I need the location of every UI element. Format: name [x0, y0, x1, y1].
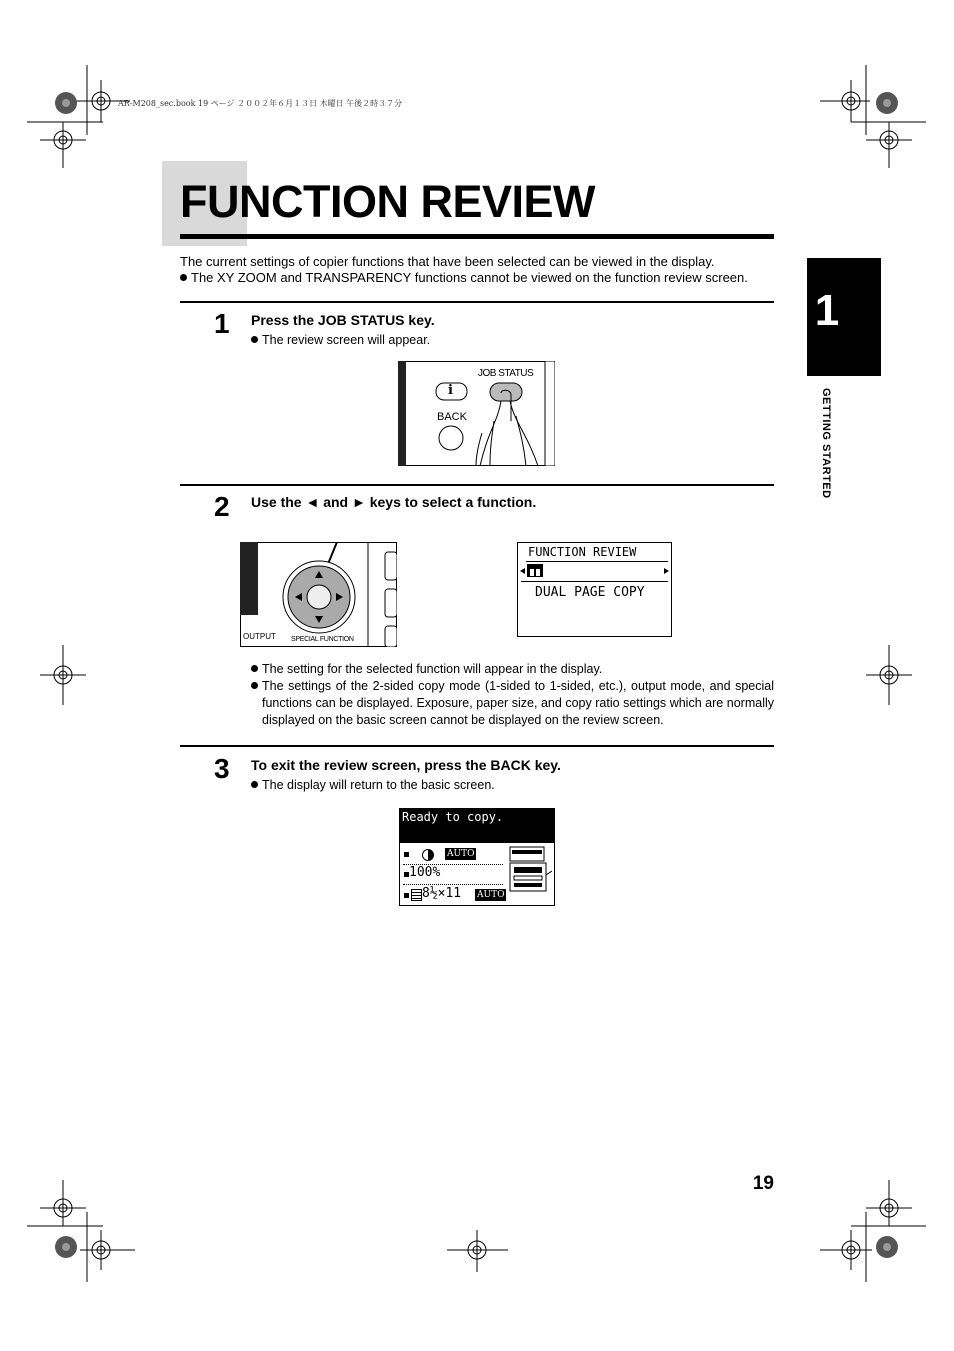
step-3-heading: To exit the review screen, press the BACK key. — [251, 757, 561, 773]
lcd-left-arrow-icon — [520, 568, 525, 574]
exposure-row-marker — [404, 852, 409, 857]
exposure-contrast-icon — [422, 849, 434, 861]
step-3-rule — [180, 745, 774, 747]
paper-tray-icon — [411, 889, 422, 901]
step-2-rule — [180, 484, 774, 486]
arrow-keys-panel-illustration — [240, 542, 397, 647]
step-1-rule — [180, 301, 774, 303]
special-function-key-label: SPECIAL FUNCTION — [291, 636, 354, 643]
step-1-heading: Press the JOB STATUS key. — [251, 312, 435, 328]
step-3-number: 3 — [214, 753, 230, 784]
step-3-bullets — [251, 777, 774, 794]
exposure-auto-badge: AUTO — [447, 849, 475, 859]
step-2-heading: Use the ◄ and ► keys to select a function. — [251, 494, 537, 510]
dual-page-copy-icon — [527, 564, 543, 577]
step-1-bullets — [251, 332, 774, 349]
back-key-label: BACK — [437, 411, 467, 423]
paper-size: 8½×11 — [422, 886, 462, 901]
intro-line-1: The current settings of copier functions that have been selected can be viewed in the display. — [180, 254, 715, 269]
bullet-icon — [251, 665, 258, 672]
basic-screen-lcd — [399, 808, 555, 906]
intro — [180, 254, 748, 286]
copier-icon — [508, 845, 552, 893]
step-2-number: 2 — [214, 491, 230, 522]
bullet-icon — [251, 781, 258, 788]
chapter-number: 1 — [814, 286, 840, 335]
title-rule — [180, 234, 774, 239]
bullet-icon — [180, 274, 187, 281]
job-status-key-label: JOB STATUS — [478, 368, 534, 379]
lcd-title: FUNCTION REVIEW — [528, 545, 637, 559]
bullet-icon — [251, 336, 258, 343]
lcd-row-underline — [521, 581, 668, 582]
bullet-icon — [251, 682, 258, 689]
list-item: The display will return to the basic screen. — [251, 777, 774, 794]
output-key-label: OUTPUT — [243, 632, 276, 641]
lcd-title-underline — [526, 561, 668, 562]
row-divider — [403, 884, 503, 885]
list-item: The review screen will appear. — [251, 332, 774, 349]
step-2-bullets — [251, 661, 774, 729]
page-number: 19 — [752, 1173, 774, 1194]
copy-ratio: 100% — [409, 865, 441, 880]
paper-row-marker — [404, 893, 409, 898]
header-meta: AR-M208_sec.book 19 ページ ２００２年６月１３日 木曜日 午後２時３７分 — [118, 99, 403, 108]
intro-line-2: The XY ZOOM and TRANSPARENCY functions cannot be viewed on the function review screen. — [180, 270, 748, 286]
page-title: FUNCTION REVIEW — [180, 176, 595, 227]
function-review-lcd — [517, 542, 672, 637]
lcd-selected-function: DUAL PAGE COPY — [535, 585, 645, 600]
step-1-number: 1 — [214, 308, 230, 339]
job-status-panel-illustration — [398, 361, 555, 466]
paper-auto-badge: AUTO — [477, 890, 505, 900]
lcd-right-arrow-icon — [664, 568, 669, 574]
list-item: The settings of the 2-sided copy mode (1-sided to 1-sided, etc.), output mode, and special functions can be displayed. Exposure, paper size, and copy ratio settings which are normally displayed on the basic screen cannot be displayed on the review screen. — [251, 678, 774, 729]
status-text: Ready to copy. — [402, 810, 504, 824]
info-icon: i — [448, 383, 453, 398]
chapter-label: GETTING STARTED — [820, 388, 832, 499]
list-item: The setting for the selected function will appear in the display. — [251, 661, 774, 678]
